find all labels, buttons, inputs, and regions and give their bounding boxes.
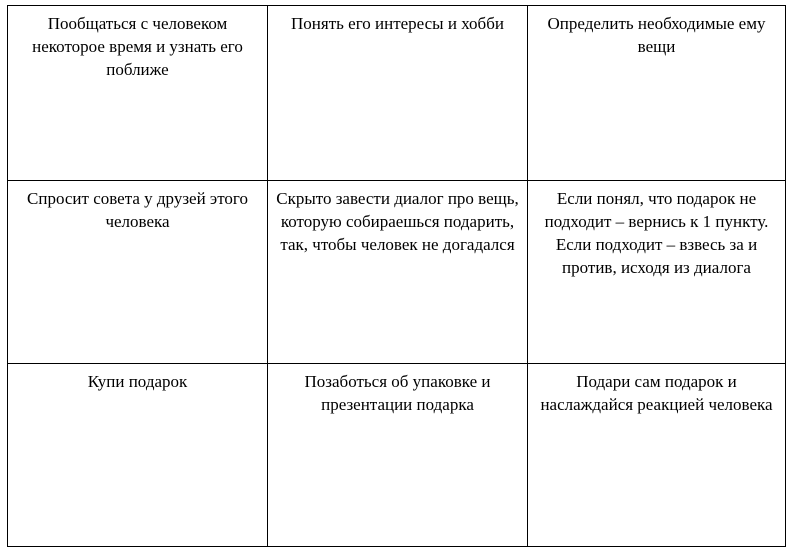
table-cell-step-8: Позаботься об упаковке и презентации подарка — [268, 364, 528, 547]
table-cell-step-4: Спросит совета у друзей этого человека — [8, 181, 268, 364]
table-cell-step-6: Если понял, что подарок не подходит – вернись к 1 пункту. Если подходит – взвесь за и против, исходя из диалога — [528, 181, 786, 364]
table-row — [8, 364, 786, 547]
table-cell-step-7: Купи подарок — [8, 364, 268, 547]
table-cell-step-2: Понять его интересы и хобби — [268, 6, 528, 181]
table-row — [8, 6, 786, 181]
table-row — [8, 181, 786, 364]
table-cell-step-3: Определить необходимые ему вещи — [528, 6, 786, 181]
steps-table — [7, 5, 786, 547]
table-cell-step-1: Пообщаться с человеком некоторое время и узнать его поближе — [8, 6, 268, 181]
table-cell-step-9: Подари сам подарок и наслаждайся реакцией человека — [528, 364, 786, 547]
table-cell-step-5: Скрыто завести диалог про вещь, которую собираешься подарить, так, чтобы человек не догадался — [268, 181, 528, 364]
